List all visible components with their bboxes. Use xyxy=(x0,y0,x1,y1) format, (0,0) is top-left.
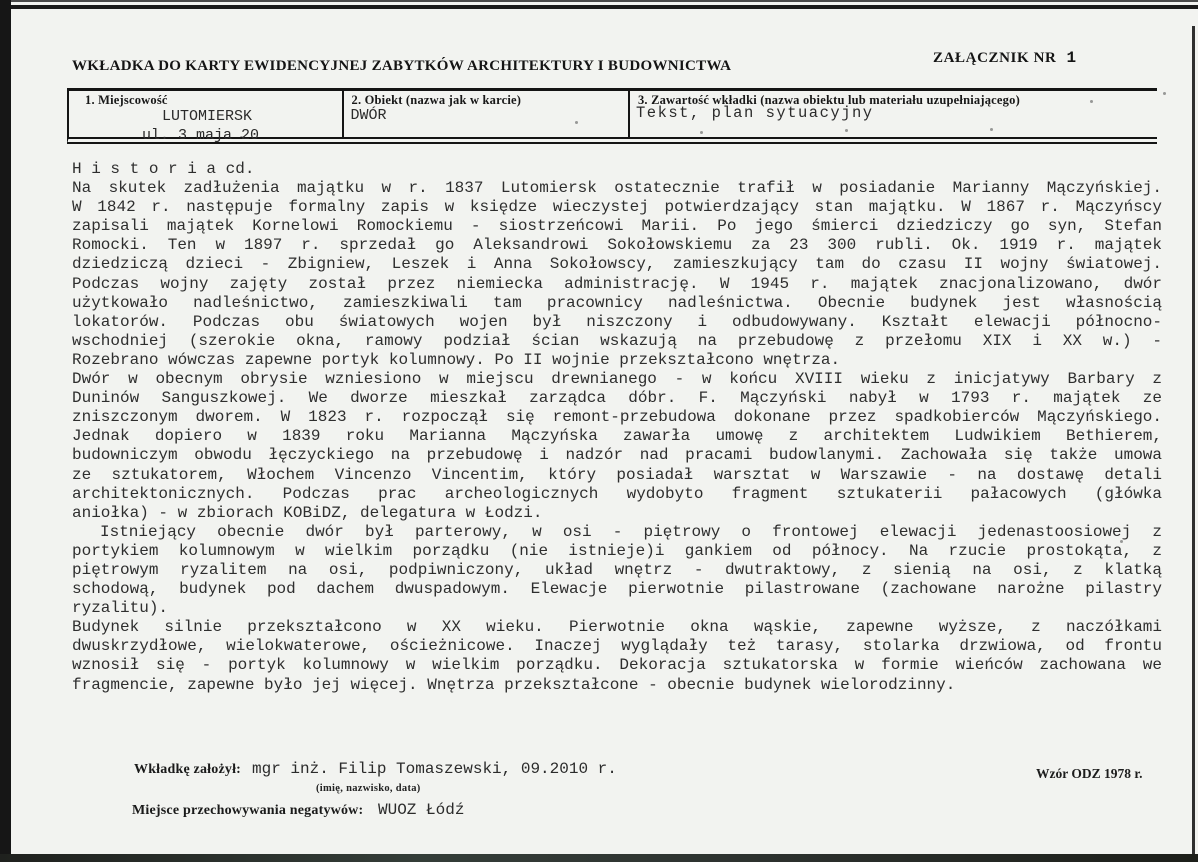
text-line: schodową, budynek pod dachem dwuspadowym. Elewacje pierwotnie pilastrowane (zachowane narożne pilastry xyxy=(72,580,1162,599)
locality-label: 1. Miejscowość xyxy=(85,93,168,107)
document-title: WKŁADKA DO KARTY EWIDENCYJNEJ ZABYTKÓW ARCHITEKTURY I BUDOWNICTWA xyxy=(72,58,732,74)
contents-value: Tekst, plan sytuacyjny xyxy=(635,104,874,122)
text-line: architektonicznych. Podczas prac archeologicznych wydobyto fragment sztukaterii pałacowych (główka xyxy=(72,484,1162,503)
scan-edge-top xyxy=(0,5,1198,9)
text-line: ze sztukatorem, Włochem Vincenzo Vincentim, który posiadał warsztat w Warszawie - na dostawę detali xyxy=(72,465,1162,484)
text-line: użytkowało nadleśnictwo, zamieszkiwali tam pracownicy nadleśnictwa. Obecnie budynek jest własnością xyxy=(72,293,1162,312)
table-cell-locality xyxy=(69,91,342,144)
text-line: dziedziczą dzieci - Zbigniew, Leszek i Anna Sokołowscy, zamieszkujący tam do czasu II wojny światowej. xyxy=(72,255,1162,274)
text-line: dwuskrzydłowe, wielokwaterowe, ościeżnicowe. Inaczej wyglądały też tarasy, stolarka drzwiowa, od frontu xyxy=(72,637,1162,656)
text-line: lokatorów. Podczas obu światowych wojen był niszczony i odbudowywany. Kształt elewacji północno- xyxy=(72,312,1162,331)
text-line: fragmencie, zapewne było jej więcej. Wnętrza przekształcone - obecnie budynek wielorodzinny. xyxy=(72,675,956,694)
identification-table xyxy=(67,88,1157,144)
text-line: ryzalitu). xyxy=(72,599,169,618)
history-section xyxy=(72,160,1162,695)
attachment-number: 1 xyxy=(1066,49,1077,67)
history-paragraphs xyxy=(72,179,1162,695)
text-line: Jednak dopiero w 1839 roku Marianna Mączyńska zawarła umowę z architektem Ludwikiem Bethierem, xyxy=(72,427,1162,446)
text-line: budowniczym obwodu łęczyckiego na przebudowę i nadzór nad pracami budowlanymi. Zachowała się także umowa xyxy=(72,446,1162,465)
table-cell-object xyxy=(342,91,628,137)
locality-value: LUTOMIERSK xyxy=(162,108,253,125)
form-model-label: Wzór ODZ 1978 r. xyxy=(1036,766,1143,781)
founder-sub-label: (imię, nazwisko, data) xyxy=(316,783,421,794)
text-line: Rozebrano wówczas zapewne portyk kolumnowy. Po II wojnie przekształcono wnętrza. xyxy=(72,350,841,369)
negatives-label: Miejsce przechowywania negatywów: xyxy=(132,803,364,818)
contents-label: 3. Zawartość wkładki (nazwa obiektu lub materiału uzupełniającego) xyxy=(637,93,1020,107)
text-line: Na skutek zadłużenia majątku w r. 1837 Lutomiersk ostatecznie trafił w posiadanie Marianny Mączyńskiej. xyxy=(72,179,1162,198)
text-line: Duninów Sanguszkowej. We dworze mieszkał zarządca dóbr. F. Mączyński nabył w 1793 r. majątek ze xyxy=(72,389,1162,408)
table-cell-contents xyxy=(628,91,1157,137)
text-line: piętrowym ryzalitem na osi, podpiwniczony, układ wnętrz - dwutraktowy, z sienią na osi, z klatką xyxy=(72,560,1162,579)
text-line: Podczas wojny zajęty został przez niemiecka administrację. W 1945 r. majątek znacjonalizowano, dwór xyxy=(72,274,1162,293)
text-line: Dwór w obecnym obrysie wzniesiono w miejscu drewnianego - w końcu XVIII wieku z inicjatywy Barbary z xyxy=(72,370,1162,389)
text-line: Romocki. Ten w 1897 r. sprzedał go Aleksandrowi Sokołowskiemu za 23 300 rubli. Ok. 1919 r. majątek xyxy=(72,236,1162,255)
object-label: 2. Obiekt (nazwa jak w karcie) xyxy=(351,93,522,107)
attachment-label: ZAŁĄCZNIK NR xyxy=(933,50,1057,66)
history-heading: H i s t o r i a cd. xyxy=(72,160,255,178)
attachment-number-label xyxy=(933,49,1077,67)
scan-speck xyxy=(1163,92,1166,95)
text-line: W 1842 r. następuje formalny zapis w księdze wieczystej potwierdzający stan majątku. W 1867 r. Mączyńscy xyxy=(72,198,1162,217)
object-value: DWÓR xyxy=(350,107,387,124)
text-line: wschodniej (szerokie okna, ramowy podział ścian wskazują na przebudowę z przełomu XIX i XX w.) - xyxy=(72,331,1162,350)
text-line: Budynek silnie przekształcono w XX wieku. Pierwotnie okna wąskie, zapewne wyższe, z naczółkami xyxy=(72,618,1162,637)
text-line: aniołka) - w zbiorach KOBiDZ, delegatura w Łodzi. xyxy=(72,503,543,522)
text-line: portykiem kolumnowym w wielkim porządku (nie istnieje)i gankiem od północy. Na rzucie prostokąta, z xyxy=(72,541,1162,560)
negatives-value: WUOZ Łódź xyxy=(378,801,465,819)
text-line: Istniejący obecnie dwór był parterowy, w osi - piętrowy o frontowej elewacji jedenastoosiowej z xyxy=(100,522,1162,541)
founder-value: mgr inż. Filip Tomaszewski, 09.2010 r. xyxy=(252,760,617,778)
text-line: zniszczonym dworem. W 1823 r. rozpoczął się remont-przebudowa dokonane przez spadkobierców Mączyńskiego. xyxy=(72,408,1162,427)
scan-edge-left xyxy=(0,0,11,862)
scan-edge-bottom xyxy=(0,854,1198,862)
text-line: wznosił się - portyk kolumnowy w wielkim porządku. Dekoracja sztukatorska w formie wieńców zachowana we xyxy=(72,656,1162,675)
scan-edge-top-thin xyxy=(0,0,1198,2)
scan-edge-right xyxy=(1192,26,1195,862)
text-line: zapisali majątek Kornelowi Romockiemu - siostrzeńcowi Marii. Po jego śmierci dziedziczy go syn, Stefan xyxy=(72,217,1162,236)
locality-address-value: ul. 3 maja 20 xyxy=(142,127,260,144)
founder-label: Wkładkę założył: xyxy=(134,762,242,777)
